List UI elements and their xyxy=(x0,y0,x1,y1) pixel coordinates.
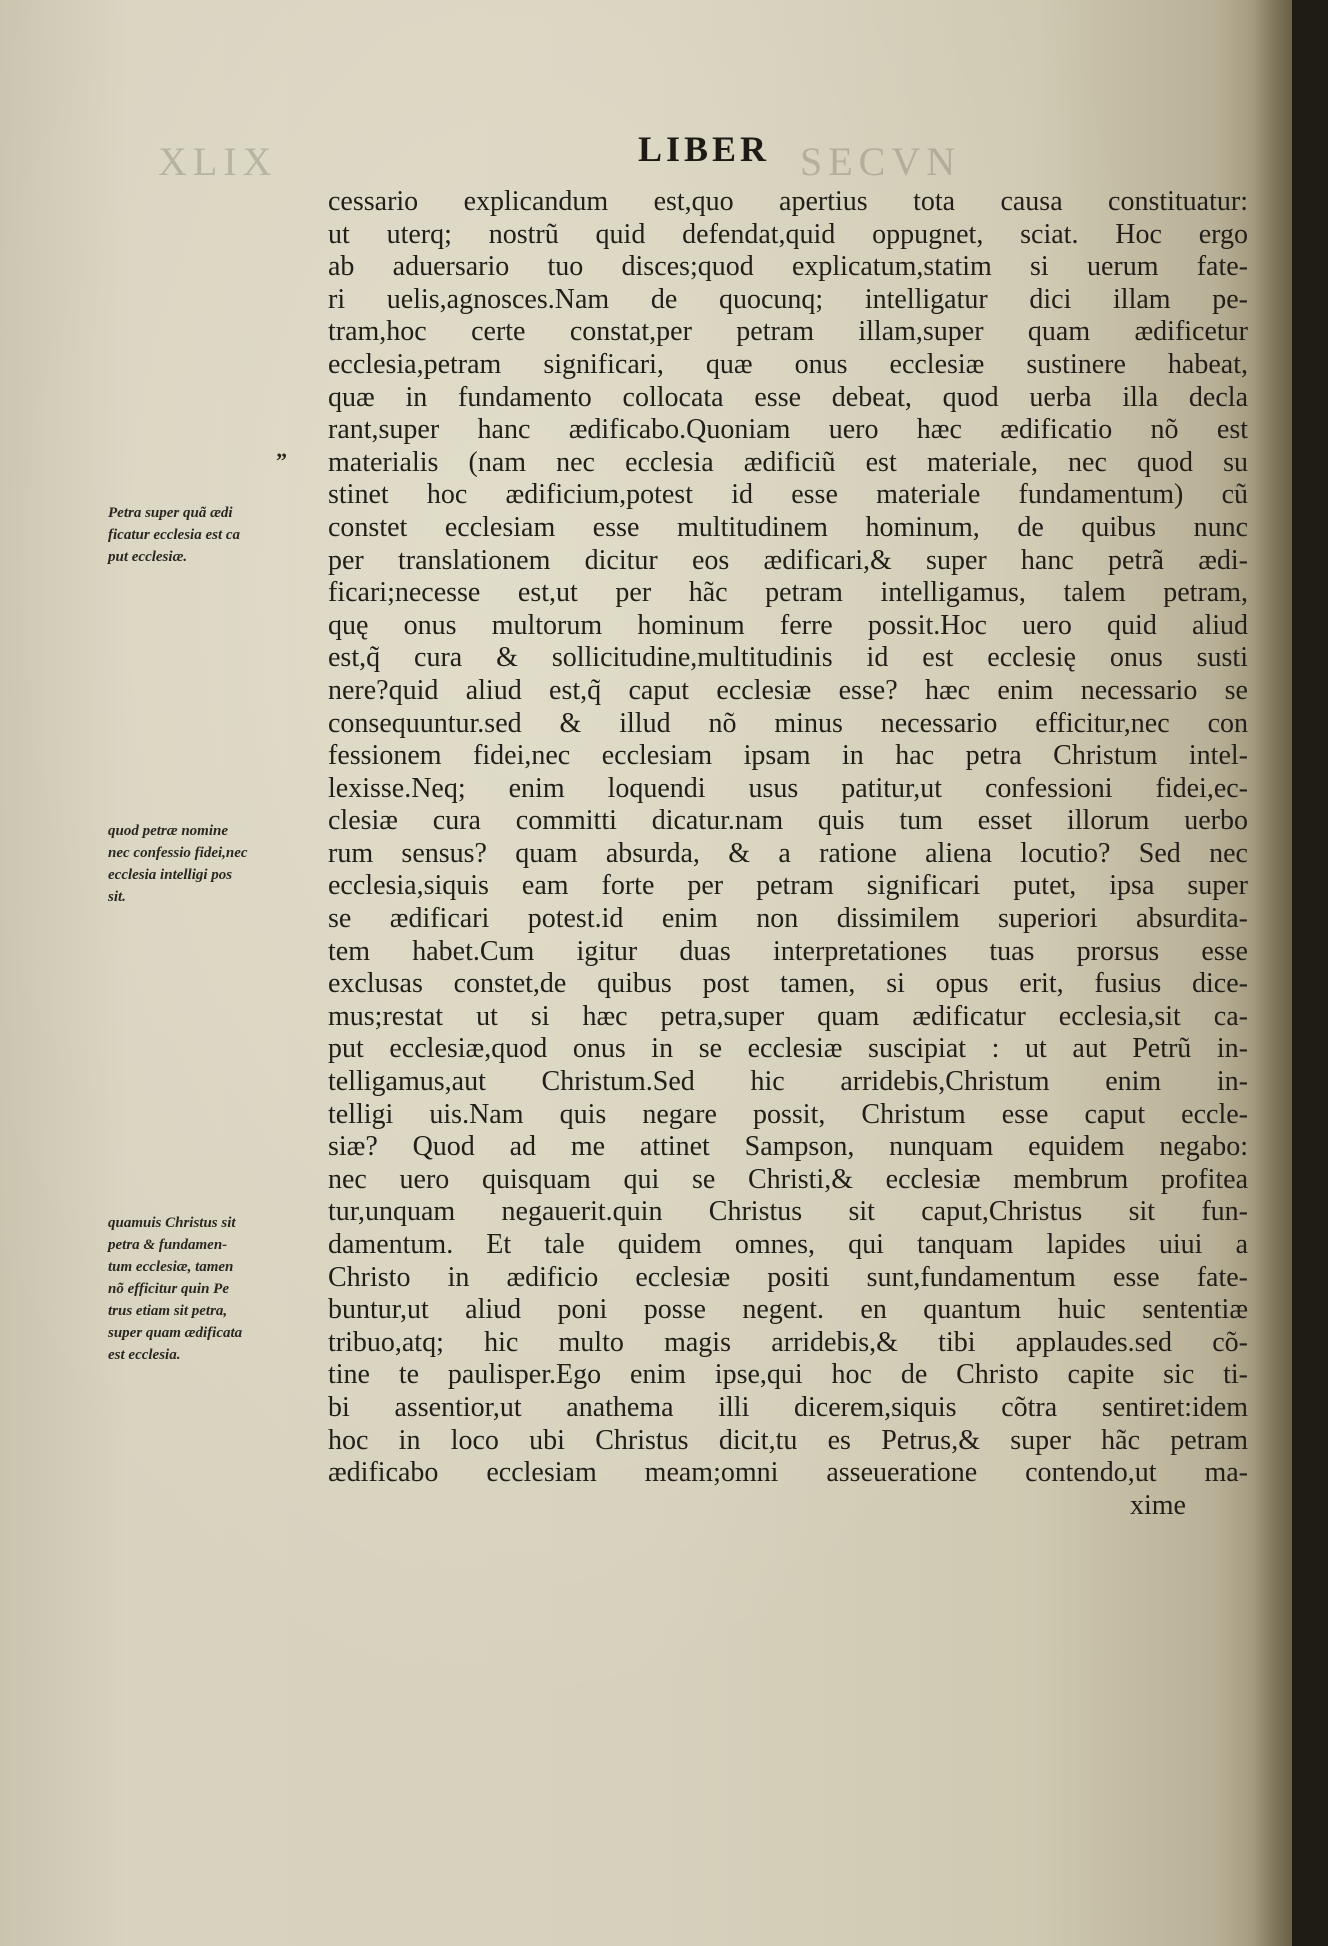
margin-note-line: ecclesia intelligi pos xyxy=(108,867,233,883)
text-line: ut uterq; nostrũ quid defendat,quid oppugnet, sciat. Hoc ergo xyxy=(328,218,1248,250)
text-line: put ecclesiæ,quod onus in se ecclesiæ suscipiat : ut aut Petrũ in- xyxy=(328,1033,1248,1065)
margin-note-line: put ecclesiæ. xyxy=(108,549,188,565)
margin-note-petra xyxy=(108,502,308,568)
text-line: tem habet.Cum igitur duas interpretationes tuas prorsus esse xyxy=(328,935,1248,967)
catchword: xime xyxy=(1130,1489,1186,1521)
text-line: ædificabo ecclesiam meam;omni asseueratione contendo,ut ma- xyxy=(328,1457,1248,1489)
text-line: nere?quid aliud est,q̃ caput ecclesiæ esse? hæc enim necessario se xyxy=(328,674,1248,706)
text-line: cessario explicandum est,quo apertius tota causa constituatur: xyxy=(328,186,1248,217)
text-line: materialis (nam nec ecclesia ædificiũ est materiale, nec quod su xyxy=(328,446,1248,478)
text-line: buntur,ut aliud poni posse negent. en quantum huic sententiæ xyxy=(328,1294,1248,1326)
text-line: ri uelis,agnosces.Nam de quocunq; intelligatur dici illam pe- xyxy=(328,283,1248,315)
text-line: ficari;necesse est,ut per hãc petram intelligamus, talem petram, xyxy=(328,577,1248,609)
margin-note-line: super quam ædificata xyxy=(108,1325,243,1341)
text-line: per translationem dicitur eos ædificari,& super hanc petrã ædi- xyxy=(328,544,1248,576)
margin-note-line: nec confessio fidei,nec xyxy=(108,845,248,861)
text-line: tram,hoc certe constat,per petram illam,super quam ædificetur xyxy=(328,316,1248,348)
text-line: ecclesia,siquis eam forte per petram significari putet, ipsa super xyxy=(328,870,1248,902)
text-line: est,q̃ cura & sollicitudine,multitudinis id est ecclesię onus susti xyxy=(328,642,1248,674)
margin-note-line: nõ efficitur quin Pe xyxy=(108,1281,229,1297)
text-line: tribuo,atq; hic multo magis arridebis,& tibi applaudes.sed cõ- xyxy=(328,1326,1248,1358)
text-line: rant,super hanc ædificabo.Quoniam uero hæc ædificatio nõ est xyxy=(328,414,1248,446)
text-line: nec uero quisquam qui se Christi,& ecclesiæ membrum profitea xyxy=(328,1163,1248,1195)
margin-note-quamuis-christus xyxy=(108,1212,308,1366)
text-line: stinet hoc ædificium,potest id esse materiale fundamentum) cũ xyxy=(328,479,1248,511)
margin-note-line: est ecclesia. xyxy=(108,1347,181,1363)
text-line: ecclesia,petram significari, quæ onus ecclesiæ sustinere habeat, xyxy=(328,348,1248,380)
text-line: quę onus multorum hominum ferre possit.Hoc uero quid aliud xyxy=(328,609,1248,641)
text-line: constet ecclesiam esse multitudinem hominum, de quibus nunc xyxy=(328,511,1248,543)
text-line: telligamus,aut Christum.Sed hic arridebis,Christum enim in- xyxy=(328,1066,1248,1098)
text-line: hoc in loco ubi Christus dicit,tu es Petrus,& super hãc petram xyxy=(328,1424,1248,1456)
text-line: exclusas constet,de quibus post tamen, si opus erit, fusius dice- xyxy=(328,968,1248,1000)
body-text xyxy=(328,186,1248,1522)
text-line: quæ in fundamento collocata esse debeat, quod uerba illa decla xyxy=(328,381,1248,413)
margin-quote-mark: ” xyxy=(276,448,287,473)
text-line: clesiæ cura committi dicatur.nam quis tum esset illorum uerbo xyxy=(328,805,1248,837)
text-line: se ædificari potest.id enim non dissimilem superiori absurdita- xyxy=(328,903,1248,935)
bleed-through-right: SECVN xyxy=(800,139,962,184)
text-line: telligi uis.Nam quis negare possit, Christum esse caput eccle- xyxy=(328,1098,1248,1130)
margin-note-line: trus etiam sit petra, xyxy=(108,1303,228,1319)
text-line: damentum. Et tale quidem omnes, qui tanquam lapides uiui a xyxy=(328,1229,1248,1260)
text-line: siæ? Quod ad me attinet Sampson, nunquam equidem negabo: xyxy=(328,1131,1248,1163)
text-line: tine te paulisper.Ego enim ipse,qui hoc de Christo capite sic ti- xyxy=(328,1359,1248,1391)
text-line: tur,unquam negauerit.quin Christus sit caput,Christus sit fun- xyxy=(328,1196,1248,1228)
text-line: consequuntur.sed & illud nõ minus necessario efficitur,nec con xyxy=(328,707,1248,739)
margin-note-line: petra & fundamen- xyxy=(108,1237,228,1253)
margin-note-line: ficatur ecclesia est ca xyxy=(108,527,241,543)
margin-note-line: quamuis Christus sit xyxy=(108,1215,236,1231)
text-line: mus;restat ut si hæc petra,super quam ædificatur ecclesia,sit ca- xyxy=(328,1000,1248,1032)
text-line: ab aduersario tuo disces;quod explicatum,statim si uerum fate- xyxy=(328,251,1248,283)
margin-note-quod-petrae xyxy=(108,820,308,908)
margin-note-line: Petra super quã ædi xyxy=(108,505,233,521)
text-line: fessionem fidei,nec ecclesiam ipsam in hac petra Christum intel- xyxy=(328,740,1248,772)
margin-note-line: tum ecclesiæ, tamen xyxy=(108,1259,234,1275)
running-head: LIBER xyxy=(638,129,771,169)
margin-note-line: sit. xyxy=(108,889,126,905)
text-line: rum sensus? quam absurda, & a ratione aliena locutio? Sed nec xyxy=(328,837,1248,869)
text-line: lexisse.Neq; enim loquendi usus patitur,ut confessioni fidei,ec- xyxy=(328,772,1248,804)
margin-note-line: quod petræ nomine xyxy=(108,823,229,839)
text-line: bi assentior,ut anathema illi dicerem,siquis cõtra sentiret:idem xyxy=(328,1391,1248,1423)
text-line: Christo in ædificio ecclesiæ positi sunt,fundamentum esse fate- xyxy=(328,1261,1248,1293)
bleed-through-left: XLIX xyxy=(158,139,278,184)
